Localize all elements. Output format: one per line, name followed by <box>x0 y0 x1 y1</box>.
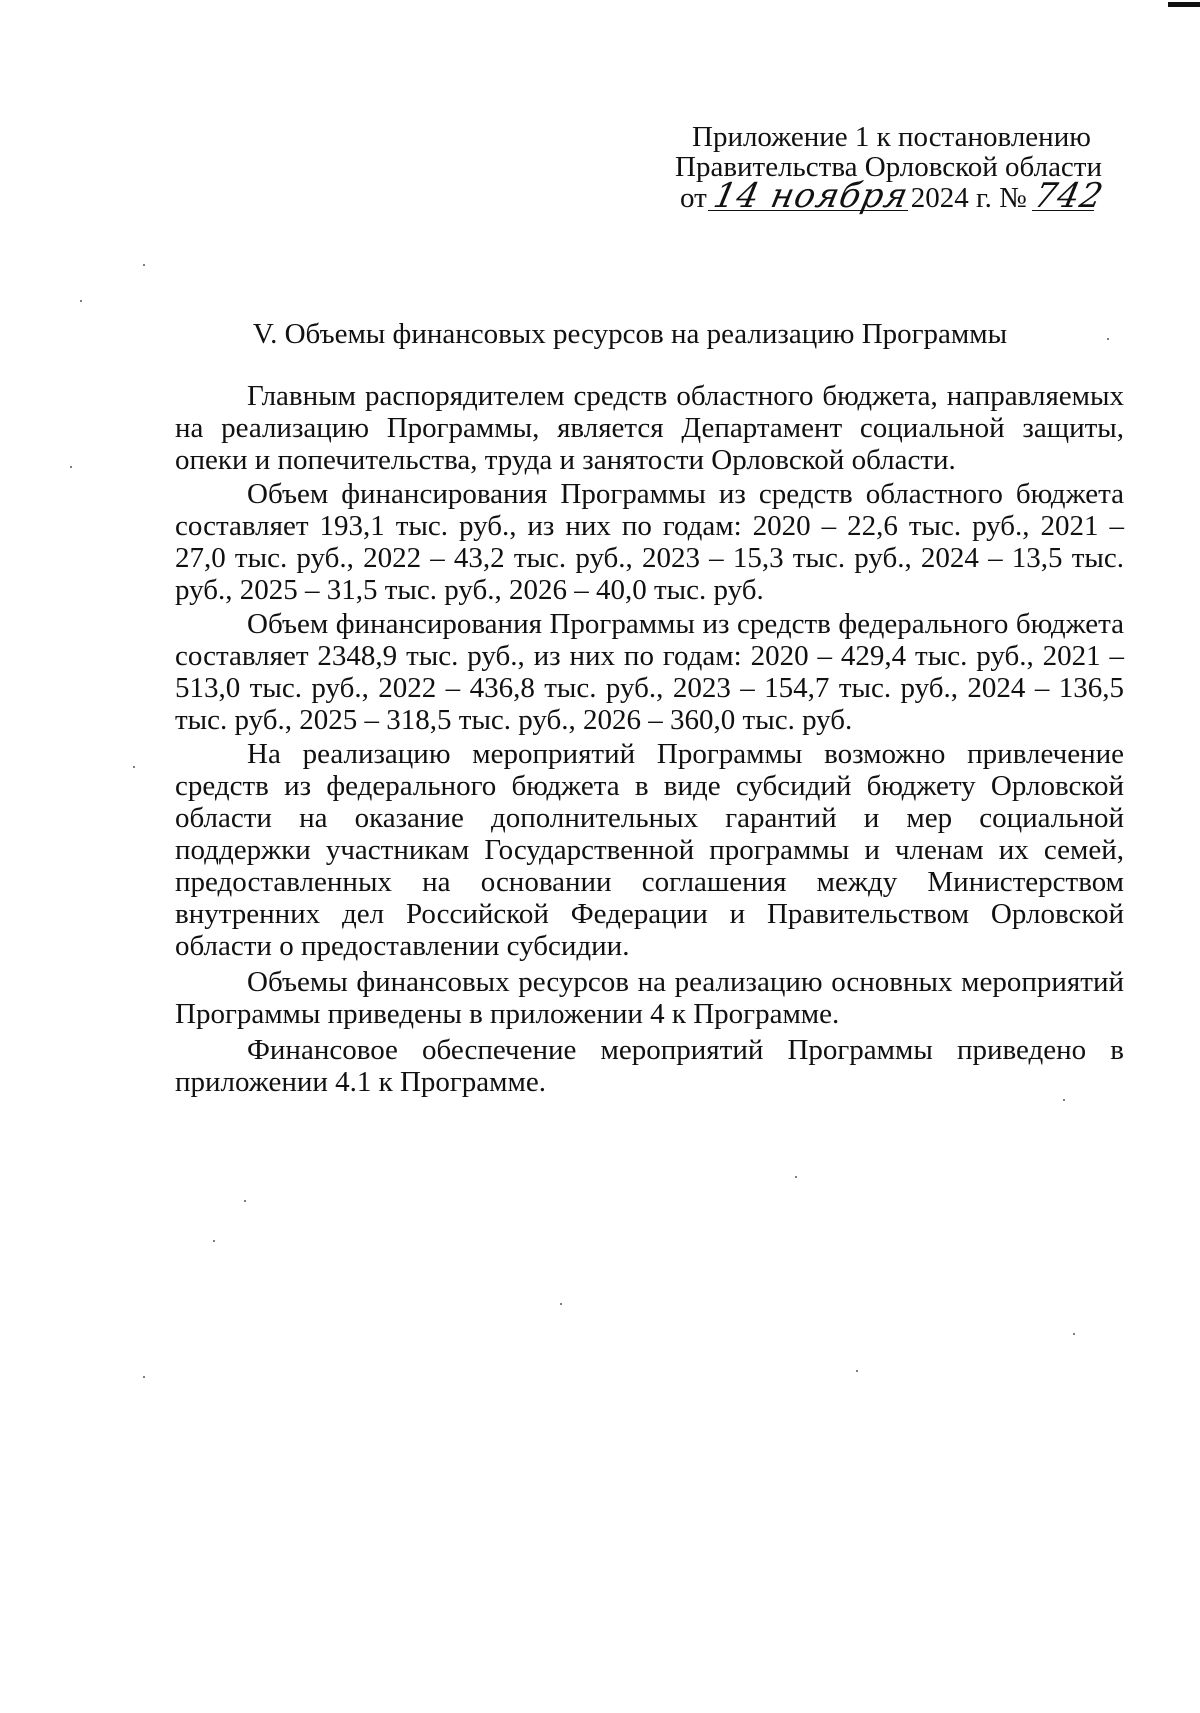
handwritten-date: 14 ноября <box>708 182 914 211</box>
appendix-header <box>668 121 1128 216</box>
scan-speck <box>560 1303 562 1305</box>
scan-speck <box>1107 338 1109 340</box>
scan-speck <box>795 1176 797 1178</box>
paragraph-regional-budget: Объем финансирования Программы из средств областного бюджета составляет 193,1 тыс. руб., из них по годам: 2020 – 22,6 тыс. руб., 2021 – 27,0 тыс. руб., 2022 – 43,2 тыс. руб., 2023 – 15,3 тыс. руб., 2024 – 13,5 тыс. руб., 2025 – 31,5 тыс. руб., 2026 – 40,0 тыс. руб. <box>175 478 1124 606</box>
year-number-label: 2024 г. № <box>910 182 1027 214</box>
scan-speck <box>856 1370 858 1372</box>
scan-speck <box>80 300 82 302</box>
paragraph-main-manager: Главным распорядителем средств областного бюджета, направляемых на реализацию Программы, является Департамент социальной защиты, опеки и попечительства, труда и занятости Орловской области. <box>175 380 1124 476</box>
section-title: V. Объемы финансовых ресурсов на реализацию Программы <box>252 318 1008 350</box>
scan-speck <box>70 466 72 468</box>
paragraph-subsidies: На реализацию мероприятий Программы возможно привлечение средств из федерального бюджета в виде субсидий бюджету Орловской области на оказание дополнительных гарантий и мер социальной поддержки участникам Государственной программы и членам их семей, предоставленных на основании соглашения между Министерством внутренних дел Российской Федерации и Правительством Орловской области о предоставлении субсидии. <box>175 738 1124 962</box>
scan-speck <box>133 766 135 768</box>
from-prefix: от <box>680 182 707 214</box>
paragraph-appendix-4: Объемы финансовых ресурсов на реализацию основных мероприятий Программы приведены в приложении 4 к Программе. <box>175 966 1124 1030</box>
handwritten-number: 742 <box>1030 176 1108 216</box>
scan-speck <box>143 1376 145 1378</box>
scan-speck <box>213 1240 215 1242</box>
appendix-line-2: Правительства Орловской области <box>675 151 1102 183</box>
scan-speck <box>1073 1333 1075 1335</box>
scan-speck <box>143 264 145 266</box>
scan-speck <box>244 1200 246 1202</box>
paragraph-federal-budget: Объем финансирования Программы из средств федерального бюджета составляет 2348,9 тыс. руб., из них по годам: 2020 – 429,4 тыс. руб., 2021 – 513,0 тыс. руб., 2022 – 436,8 тыс. руб., 2023 – 154,7 тыс. руб., 2024 – 136,5 тыс. руб., 2025 – 318,5 тыс. руб., 2026 – 360,0 тыс. руб. <box>175 608 1124 736</box>
scan-corner-mark <box>1168 2 1200 7</box>
appendix-line-1: Приложение 1 к постановлению <box>692 121 1091 153</box>
body-text <box>175 380 1124 1100</box>
paragraph-appendix-4-1: Финансовое обеспечение мероприятий Программы приведено в приложении 4.1 к Программе. <box>175 1034 1124 1098</box>
scan-speck <box>1063 1099 1065 1101</box>
appendix-line-3 <box>668 176 1128 216</box>
